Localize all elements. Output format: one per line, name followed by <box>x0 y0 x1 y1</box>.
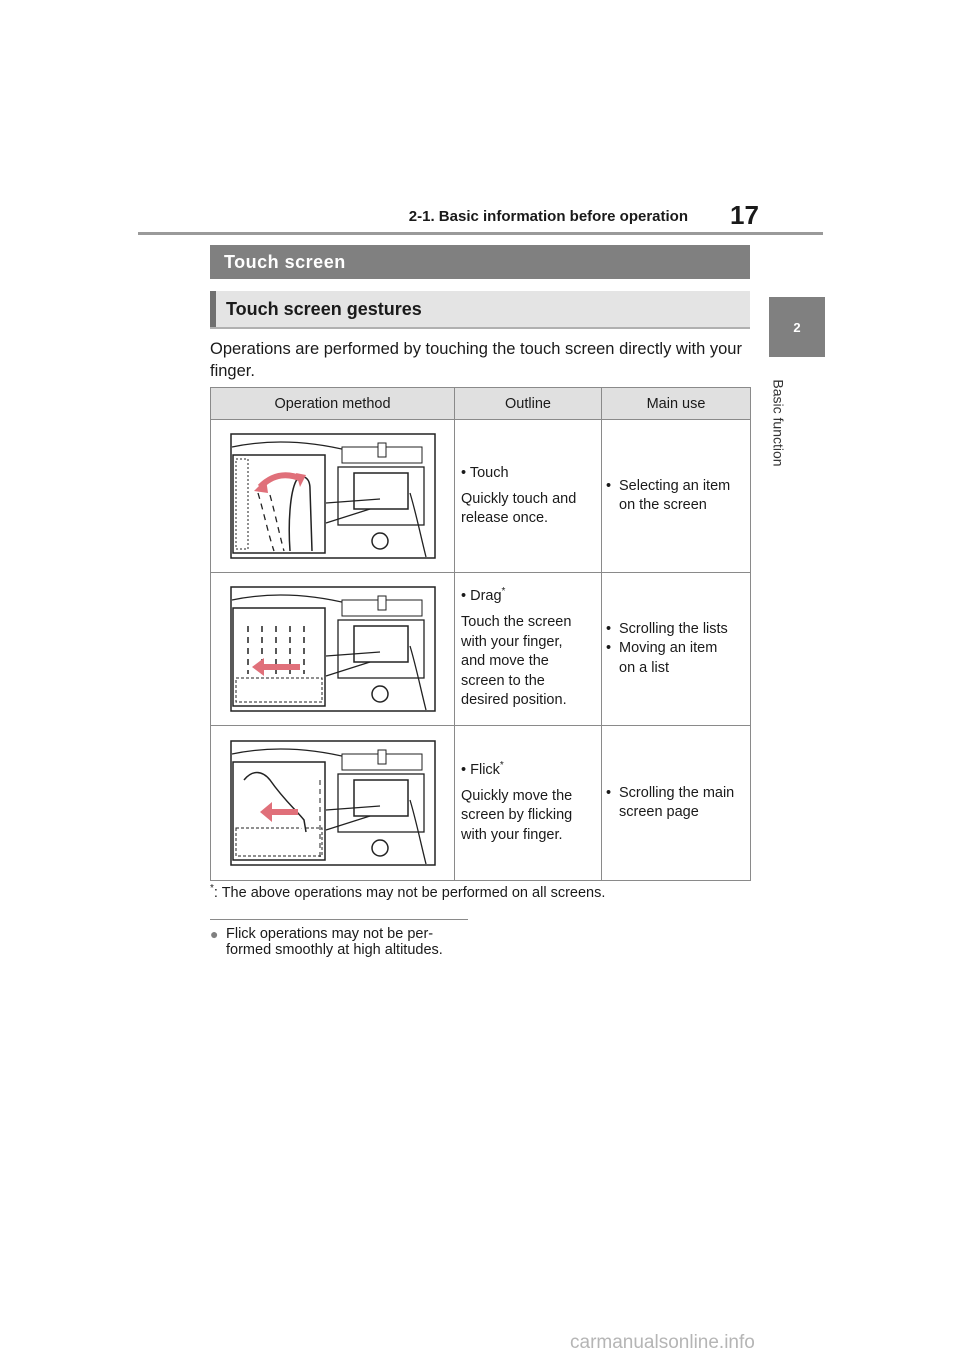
main-use-line: Selecting an item <box>619 477 731 494</box>
subsection-title: Touch screen gestures <box>210 291 750 327</box>
bullet-icon: • <box>461 761 471 778</box>
footnote <box>210 885 605 901</box>
gesture-label: Drag <box>470 588 502 605</box>
chapter-number: 2 <box>793 319 801 335</box>
note-bullet-icon: ● <box>210 926 219 942</box>
footnote-text: : The above operations may not be performed on all screens. <box>213 885 606 901</box>
watermark: carmanualsonline.info <box>570 1332 755 1353</box>
main-use-item <box>606 620 746 640</box>
touch-illustration <box>211 420 455 573</box>
chapter-label-text: Basic function <box>771 379 788 467</box>
note-line-1: Flick operations may not be per- <box>226 926 434 942</box>
main-use-cell <box>602 573 751 726</box>
gesture-description-line: release once. <box>461 510 549 526</box>
main-use-cell <box>602 420 751 573</box>
outline-cell <box>455 420 602 573</box>
flick-illustration <box>211 726 455 881</box>
gesture-name <box>461 761 595 779</box>
bullet-icon: • <box>606 640 612 657</box>
main-use-line: Moving an item <box>619 640 718 657</box>
gesture-description-line: Touch the screen <box>461 614 572 631</box>
main-use-line: on a list <box>619 659 669 676</box>
main-use-line: on the screen <box>619 497 707 513</box>
running-header: 2-1. Basic information before operation <box>408 208 688 225</box>
chapter-label <box>766 368 792 478</box>
table-row <box>211 573 751 726</box>
gesture-description-line: desired position. <box>461 692 567 709</box>
main-use-item <box>606 639 746 678</box>
drag-illustration <box>211 573 455 726</box>
flick-illustration-image <box>230 740 436 866</box>
gesture-description-line: and move the <box>461 653 549 670</box>
chapter-tab <box>769 297 825 357</box>
gesture-description-line: Quickly touch and <box>461 490 577 507</box>
bullet-icon: • <box>606 477 612 494</box>
footnote-marker: * <box>499 759 504 771</box>
outline-cell <box>455 726 602 881</box>
note-divider <box>210 919 468 920</box>
gesture-description-line: Quickly move the <box>461 787 573 804</box>
footnote-marker: * <box>210 883 214 895</box>
gesture-label: Touch <box>469 464 509 481</box>
gesture-description-line: screen by flicking <box>461 807 573 824</box>
table-header-row <box>211 388 751 420</box>
touch-illustration-image <box>230 433 436 559</box>
gesture-description-line: with your finger. <box>461 826 563 843</box>
header-rule <box>138 232 823 235</box>
gesture-name <box>461 587 595 605</box>
note <box>210 926 480 958</box>
page-number: 17 <box>730 200 759 230</box>
table-row <box>211 420 751 573</box>
header-outline: Outline <box>455 388 602 420</box>
footnote-marker: * <box>501 586 506 598</box>
outline-cell <box>455 573 602 726</box>
gesture-label: Flick <box>470 761 500 778</box>
gesture-name <box>461 464 595 482</box>
bullet-icon: • <box>461 588 471 605</box>
intro-paragraph: Operations are performed by touching the touch screen directly with your finger. <box>210 340 742 380</box>
header-main-use: Main use <box>602 388 751 420</box>
header-operation-method: Operation method <box>211 388 455 420</box>
drag-illustration-image <box>230 586 436 712</box>
subsection-rule <box>210 327 750 329</box>
gesture-table <box>210 387 751 881</box>
bullet-icon: • <box>606 620 612 637</box>
section-title: Touch screen <box>210 245 750 279</box>
gesture-description-line: screen to the <box>461 672 545 689</box>
note-line-2: formed smoothly at high altitudes. <box>226 942 443 958</box>
main-use-item <box>606 477 746 516</box>
gesture-description-line: with your finger, <box>461 633 563 650</box>
main-use-line: Scrolling the lists <box>619 620 728 637</box>
main-use-line: screen page <box>619 804 699 820</box>
main-use-cell <box>602 726 751 881</box>
main-use-item <box>606 784 746 823</box>
bullet-icon: • <box>606 784 612 801</box>
main-use-line: Scrolling the main <box>619 784 735 801</box>
bullet-icon: • <box>461 464 470 481</box>
table-row <box>211 726 751 881</box>
